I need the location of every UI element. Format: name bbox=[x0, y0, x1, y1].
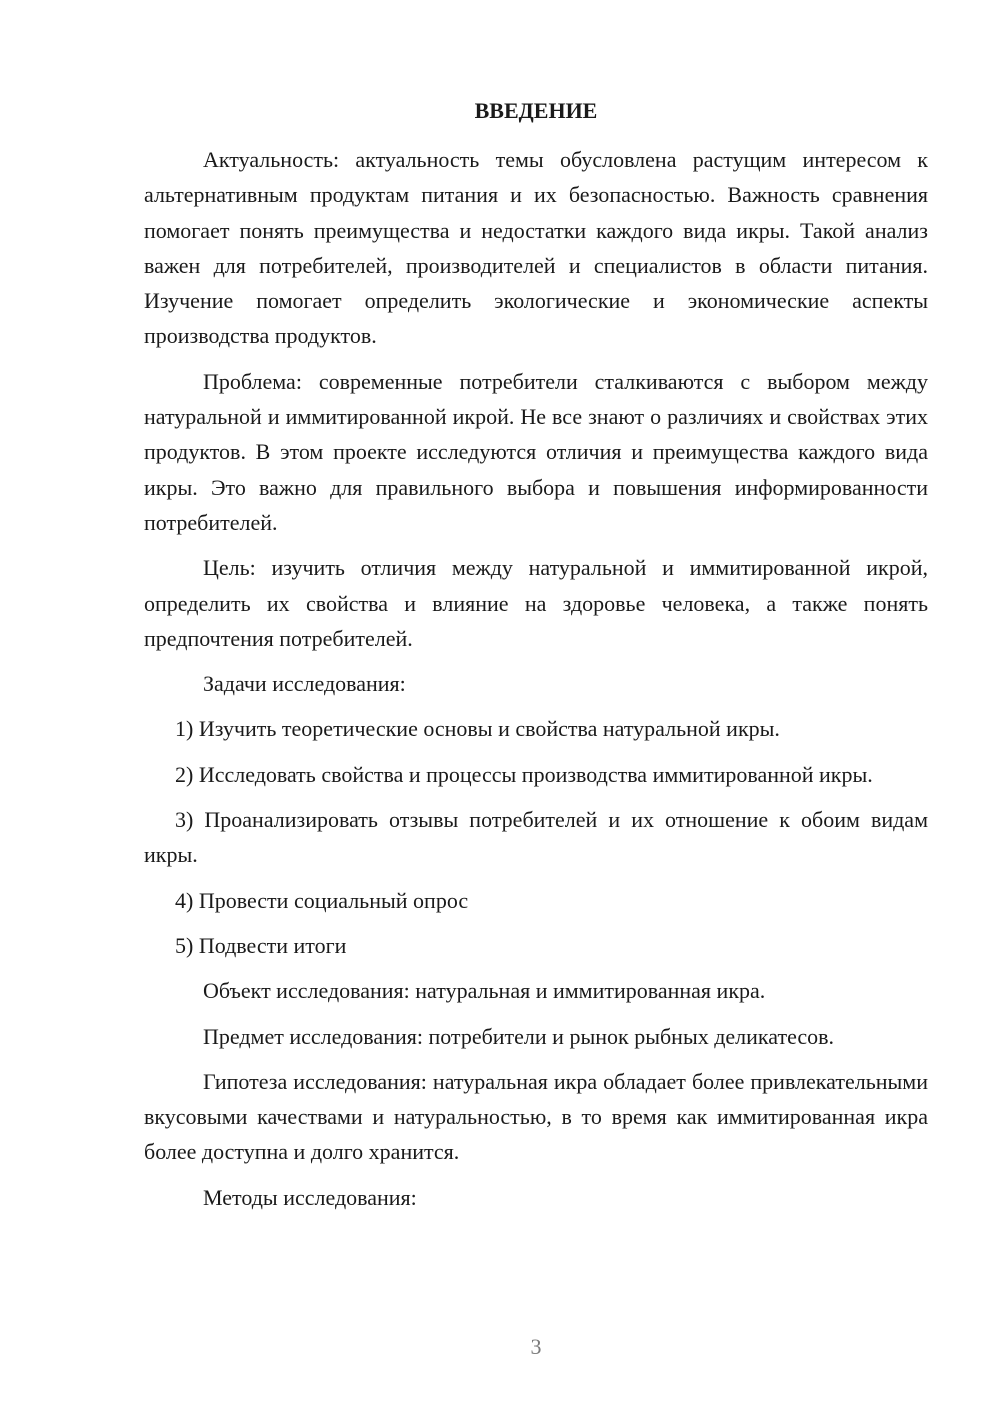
task-item-4: 4) Провести социальный опрос bbox=[175, 887, 469, 913]
task-item-5: 5) Подвести итоги bbox=[175, 932, 347, 958]
task-item-2: 2) Исследовать свойства и процессы производства иммитированной икры. bbox=[175, 761, 873, 787]
paragraph-hypothesis: Гипотеза исследования: натуральная икра обладает более привлекательными вкусовыми качествами и натуральностью, в то время как иммитированная икра более доступна и долго хранится. bbox=[144, 1068, 928, 1165]
page-number: 3 bbox=[530, 1334, 542, 1359]
tasks-heading: Задачи исследования: bbox=[203, 671, 406, 697]
task-item-1: 1) Изучить теоретические основы и свойства натуральной икры. bbox=[175, 716, 780, 742]
page-body bbox=[144, 142, 928, 1215]
paragraph-goal: Цель: изучить отличия между натуральной и иммитированной икрой, определить их свойства и влияние на здоровье человека, а также понять предпочтения потребителей. bbox=[144, 555, 928, 651]
paragraph-problem: Проблема: современные потребители сталкиваются с выбором между натуральной и иммитированной икрой. Не все знают о различиях и свойствах этих продуктов. В этом проекте исследуются отличия и преимущества каждого вида икры. Это важно для правильного выбора и повышения информированности потребителей. bbox=[144, 368, 928, 535]
paragraph-subject: Предмет исследования: потребители и рынок рыбных деликатесов. bbox=[203, 1023, 835, 1049]
page-title: ВВЕДЕНИЕ bbox=[474, 98, 598, 123]
task-item-3: 3) Проанализировать отзывы потребителей и их отношение к обоим видам икры. bbox=[144, 807, 928, 868]
paragraph-object: Объект исследования: натуральная и иммитированная икра. bbox=[203, 978, 766, 1004]
methods-heading: Методы исследования: bbox=[203, 1184, 417, 1210]
paragraph-relevance: Актуальность: актуальность темы обусловлена растущим интересом к альтернативным продуктам питания и их безопасностью. Важность сравнения помогает понять преимущества и недостатки каждого вида икры. Такой анализ важен для потребителей, производителей и специалистов в области питания. Изучение помогает определить экологические и экономические аспекты производства продуктов. bbox=[144, 147, 928, 349]
